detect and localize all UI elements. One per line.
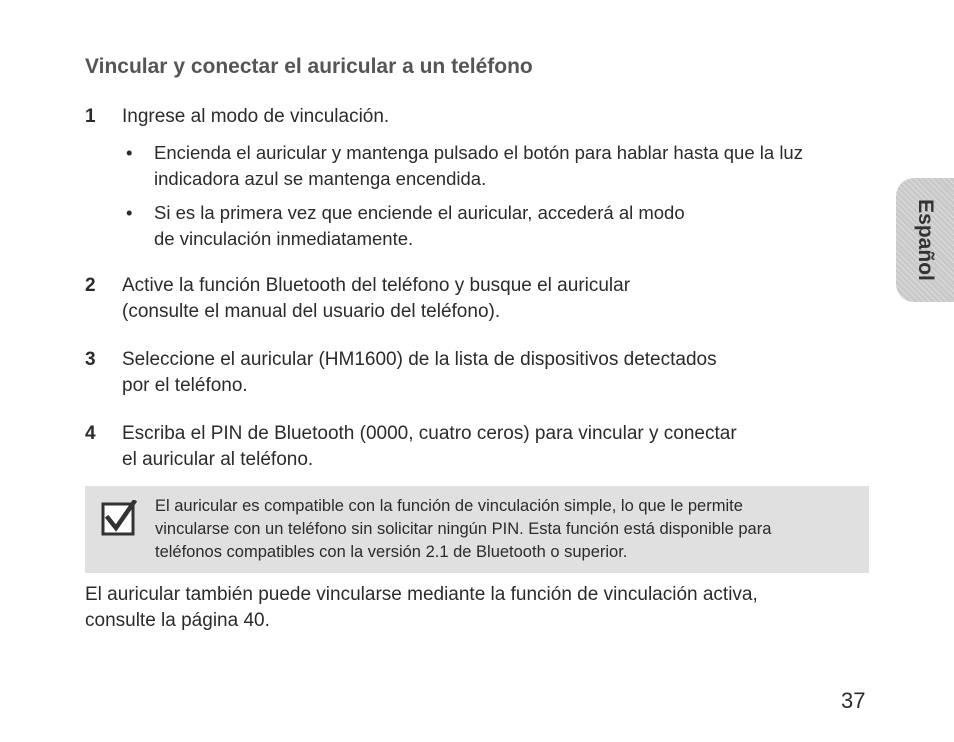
closing-line: El auricular también puede vincularse mediante la función de vinculación activa, (85, 584, 758, 605)
step-text (122, 273, 842, 325)
page-number: 37 (841, 688, 866, 713)
step-line: Seleccione el auricular (HM1600) de la lista de dispositivos detectados (122, 349, 717, 370)
step-text (122, 421, 842, 473)
note-text (155, 495, 771, 564)
checkbox-check-icon (101, 500, 137, 536)
bullet-line: de vinculación inmediatamente. (154, 228, 414, 249)
bullet-line: indicadora azul se mantenga encendida. (154, 168, 487, 189)
language-tab-label: Español (914, 199, 937, 281)
language-tab (896, 178, 954, 302)
step-number: 2 (85, 275, 96, 296)
section-title: Vincular y conectar el auricular a un teléfono (85, 55, 533, 78)
step-line: Ingrese al modo de vinculación. (122, 106, 390, 127)
step-text (122, 104, 842, 130)
step-line: Active la función Bluetooth del teléfono y busque el auricular (122, 275, 631, 296)
step-number: 1 (85, 106, 96, 127)
step-line: Escriba el PIN de Bluetooth (0000, cuatro ceros) para vincular y conectar (122, 423, 737, 444)
bullet-text (154, 200, 874, 252)
bullet-symbol: • (126, 202, 133, 223)
note-line: teléfonos compatibles con la versión 2.1 de Bluetooth o superior. (155, 543, 628, 561)
step-line: por el teléfono. (122, 375, 248, 396)
step-number: 4 (85, 423, 96, 444)
note-line: El auricular es compatible con la función de vinculación simple, lo que le permite (155, 497, 743, 515)
closing-paragraph (85, 582, 758, 634)
bullet-line: Si es la primera vez que enciende el auricular, accederá al modo (154, 202, 685, 223)
step-line: el auricular al teléfono. (122, 449, 314, 470)
closing-line: consulte la página 40. (85, 610, 270, 631)
bullet-line: Encienda el auricular y mantenga pulsado el botón para hablar hasta que la luz (154, 142, 803, 163)
step-number: 3 (85, 349, 96, 370)
note-line: vincularse con un teléfono sin solicitar ningún PIN. Esta función está disponible para (155, 520, 772, 538)
step-text (122, 347, 842, 399)
note-box (85, 486, 869, 573)
step-line: (consulte el manual del usuario del teléfono). (122, 301, 501, 322)
bullet-symbol: • (126, 142, 133, 163)
bullet-text (154, 140, 874, 192)
